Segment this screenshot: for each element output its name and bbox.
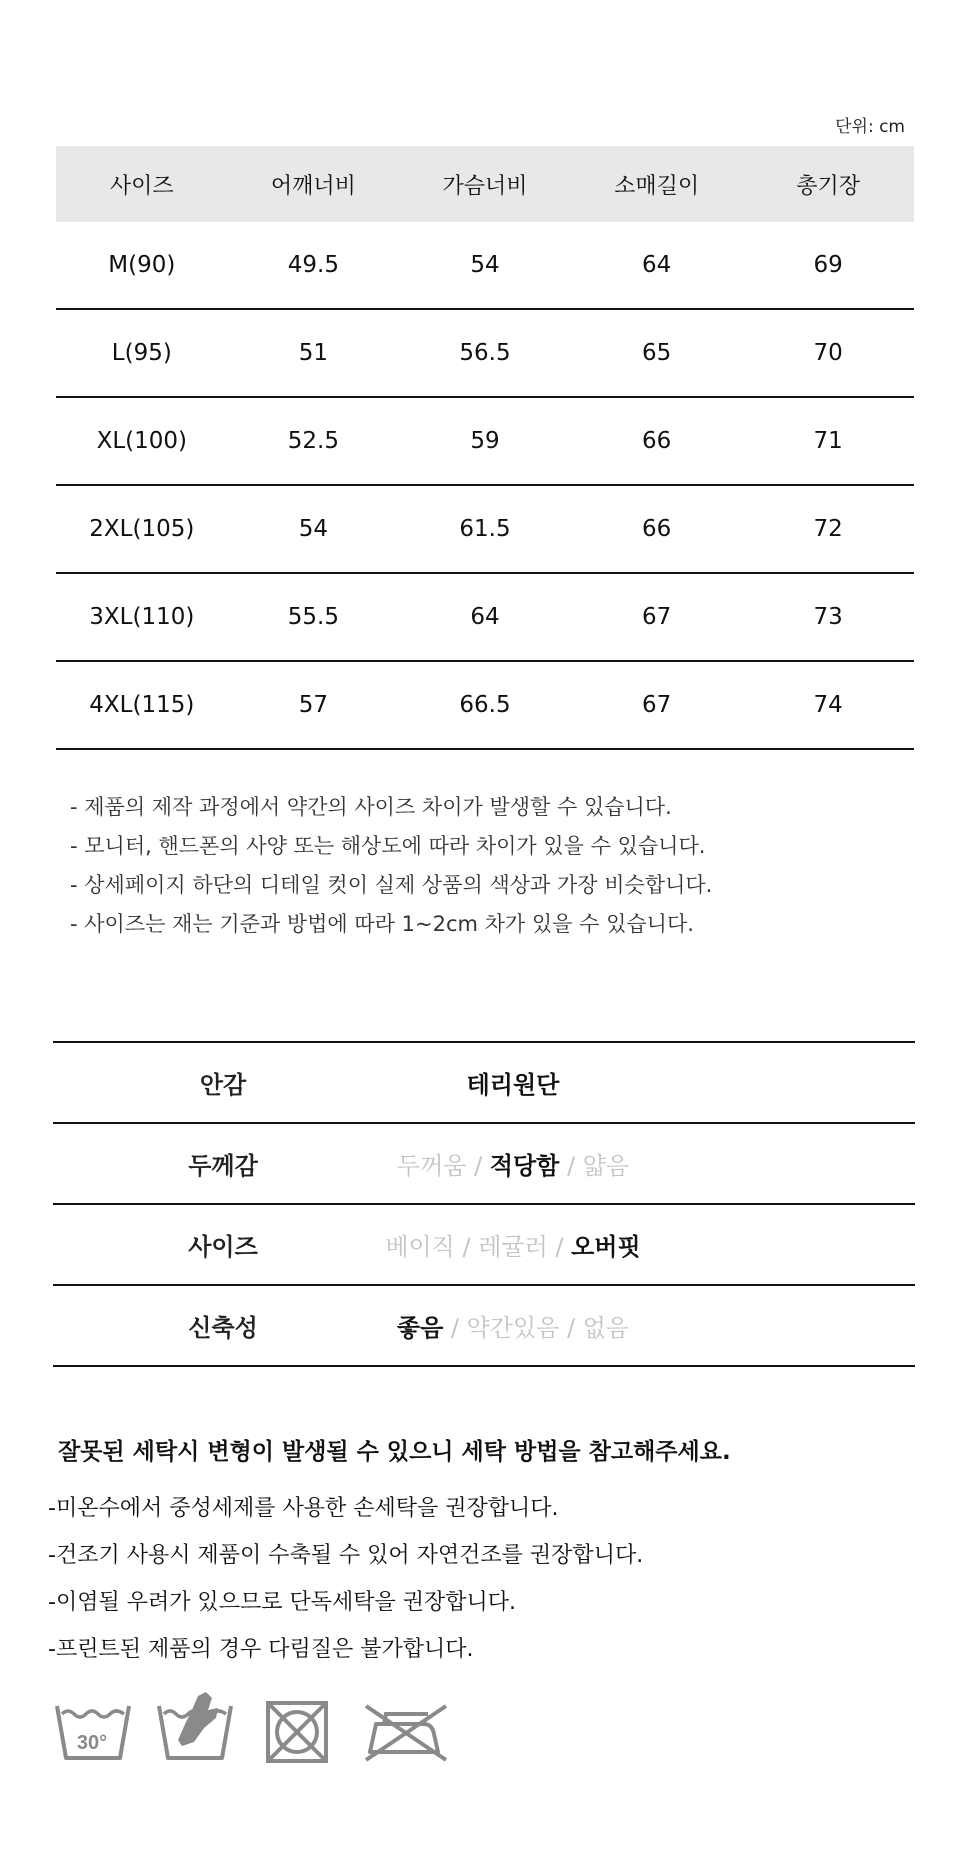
fabric-options — [313, 1308, 713, 1343]
fabric-info-table — [53, 1041, 915, 1367]
size-cell: 2XL(105) — [89, 516, 195, 542]
fabric-label: 안감 — [199, 1071, 247, 1099]
size-table-header — [56, 146, 914, 222]
chest-cell: 64 — [470, 604, 500, 630]
shoulder-cell: 54 — [298, 516, 329, 542]
fabric-options — [313, 1227, 713, 1262]
table-row — [56, 662, 914, 750]
wash-30-icon — [54, 1700, 132, 1762]
option-basic: 베이직 — [385, 1233, 455, 1261]
washing-item: -미온수에서 중성세제를 사용한 손세탁을 권장합니다. — [48, 1496, 559, 1521]
wash-temp-label: 30° — [76, 1732, 108, 1754]
size-cell: 4XL(115) — [89, 692, 195, 718]
washing-title: 잘못된 세탁시 변형이 발생될 수 있으니 세탁 방법을 참고해주세요. — [58, 1439, 731, 1465]
sleeve-cell: 66 — [641, 428, 672, 454]
header-cell-shoulder: 어깨너비 — [270, 173, 356, 199]
size-cell: 3XL(110) — [89, 604, 195, 630]
fabric-row-fit — [53, 1205, 915, 1286]
no-iron-icon — [360, 1700, 452, 1764]
sleeve-cell: 67 — [641, 692, 672, 718]
washing-item: -프린트된 제품의 경우 다림질은 불가합니다. — [48, 1637, 474, 1662]
washing-item: -이염될 우려가 있으므로 단독세탁을 권장합니다. — [48, 1590, 516, 1615]
length-cell: 72 — [813, 516, 843, 542]
option-thick: 두꺼움 — [396, 1152, 467, 1180]
fabric-value — [313, 1065, 713, 1100]
no-tumble-dry-icon — [265, 1700, 329, 1764]
chest-cell: 59 — [470, 428, 500, 454]
shoulder-cell: 49.5 — [287, 252, 339, 278]
chest-cell: 56.5 — [459, 340, 511, 366]
shoulder-cell: 55.5 — [287, 604, 339, 630]
option-separator: / — [559, 1152, 583, 1180]
size-notes — [70, 788, 930, 944]
option-good: 좋음 — [396, 1314, 444, 1342]
fabric-options — [313, 1146, 713, 1181]
option-separator: / — [559, 1314, 583, 1342]
table-row — [56, 486, 914, 574]
option-separator: / — [454, 1233, 479, 1261]
washing-instructions — [48, 1485, 643, 1673]
chest-cell: 61.5 — [459, 516, 511, 542]
option-none: 없음 — [582, 1314, 630, 1342]
option-medium: 적당함 — [489, 1152, 560, 1180]
table-row — [56, 398, 914, 486]
sleeve-cell: 66 — [641, 516, 672, 542]
option-slight: 약간있음 — [466, 1314, 560, 1342]
length-cell: 71 — [813, 428, 843, 454]
hand-wash-icon — [156, 1688, 236, 1762]
lining-value: 테리원단 — [466, 1071, 560, 1099]
option-separator: / — [547, 1233, 572, 1261]
shoulder-cell: 52.5 — [287, 428, 339, 454]
fabric-label: 두께감 — [188, 1152, 258, 1180]
option-separator: / — [443, 1314, 467, 1342]
note-item: - 제품의 제작 과정에서 약간의 사이즈 차이가 발생할 수 있습니다. — [70, 795, 672, 819]
option-thin: 얇음 — [582, 1152, 630, 1180]
header-cell-size: 사이즈 — [109, 173, 174, 199]
size-cell: L(95) — [111, 340, 172, 366]
fabric-label: 신축성 — [188, 1314, 258, 1342]
size-table — [56, 146, 914, 750]
table-row — [56, 222, 914, 310]
length-cell: 74 — [813, 692, 843, 718]
length-cell: 73 — [813, 604, 843, 630]
shoulder-cell: 57 — [298, 692, 329, 718]
header-cell-length: 총기장 — [796, 173, 861, 199]
size-cell: M(90) — [108, 252, 176, 278]
sleeve-cell: 64 — [641, 252, 672, 278]
option-separator: / — [466, 1152, 490, 1180]
note-item: - 모니터, 핸드폰의 사양 또는 해상도에 따라 차이가 있을 수 있습니다. — [70, 834, 706, 858]
unit-label: 단위: cm — [835, 117, 905, 137]
washing-item: -건조기 사용시 제품이 수축될 수 있어 자연건조를 권장합니다. — [48, 1543, 644, 1568]
chest-cell: 54 — [470, 252, 500, 278]
table-row — [56, 310, 914, 398]
fabric-row-thickness — [53, 1124, 915, 1205]
option-overfit: 오버핏 — [571, 1233, 641, 1261]
shoulder-cell: 51 — [298, 340, 329, 366]
size-cell: XL(100) — [96, 428, 187, 454]
header-cell-chest: 가슴너비 — [442, 173, 528, 199]
length-cell: 69 — [813, 252, 843, 278]
fabric-label: 사이즈 — [188, 1233, 258, 1261]
table-row — [56, 574, 914, 662]
fabric-row-lining — [53, 1043, 915, 1124]
fabric-row-stretch — [53, 1286, 915, 1367]
note-item: - 상세페이지 하단의 디테일 컷이 실제 상품의 색상과 가장 비슷합니다. — [70, 873, 713, 897]
header-cell-sleeve: 소매길이 — [614, 173, 700, 199]
chest-cell: 66.5 — [459, 692, 511, 718]
note-item: - 사이즈는 재는 기준과 방법에 따라 1~2cm 차가 있을 수 있습니다. — [70, 912, 694, 936]
length-cell: 70 — [813, 340, 843, 366]
sleeve-cell: 65 — [641, 340, 672, 366]
option-regular: 레귤러 — [478, 1233, 548, 1261]
sleeve-cell: 67 — [641, 604, 672, 630]
